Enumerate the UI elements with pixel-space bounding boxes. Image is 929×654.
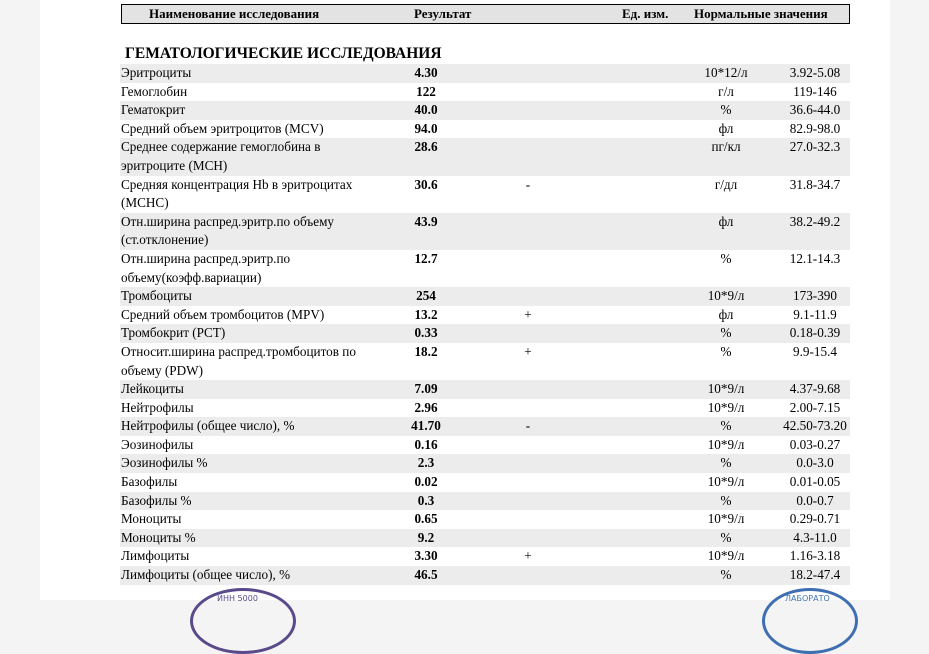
table-row bbox=[120, 64, 850, 83]
row-name: Лимфоциты bbox=[121, 548, 190, 564]
row-unit: фл bbox=[718, 213, 734, 229]
table-row bbox=[120, 380, 850, 399]
row-norm: 0.0-0.7 bbox=[796, 492, 834, 508]
row-result: 9.2 bbox=[417, 529, 435, 545]
row-name: Эозинофилы % bbox=[121, 455, 208, 471]
row-norm: 1.16-3.18 bbox=[789, 548, 841, 564]
row-unit: % bbox=[720, 343, 732, 359]
row-unit: % bbox=[720, 455, 732, 471]
row-norm: 82.9-98.0 bbox=[789, 120, 841, 136]
row-result: 2.96 bbox=[414, 399, 438, 415]
row-norm: 2.00-7.15 bbox=[789, 399, 841, 415]
row-norm: 0.18-0.39 bbox=[789, 325, 841, 341]
row-norm: 0.03-0.27 bbox=[789, 436, 841, 452]
row-result: 0.16 bbox=[414, 436, 438, 452]
row-name: Базофилы % bbox=[121, 492, 192, 508]
row-unit: % bbox=[720, 102, 732, 118]
row-result: 0.65 bbox=[414, 511, 438, 527]
row-result: 43.9 bbox=[414, 213, 438, 229]
row-norm: 119-146 bbox=[793, 83, 837, 99]
row-flag: + bbox=[524, 343, 532, 359]
row-unit: 10*9/л bbox=[707, 548, 745, 564]
row-norm: 0.29-0.71 bbox=[789, 511, 841, 527]
row-unit: г/л bbox=[718, 83, 734, 99]
stamp-left-text: ИНН 5000 bbox=[217, 594, 258, 603]
row-unit: 10*12/л bbox=[704, 65, 748, 80]
row-name: Нейтрофилы bbox=[121, 399, 194, 415]
row-name: Эозинофилы bbox=[121, 436, 194, 452]
row-result: 12.7 bbox=[414, 250, 438, 266]
table-row bbox=[120, 399, 850, 418]
table-row bbox=[120, 83, 850, 102]
row-name: Эритроциты bbox=[121, 65, 192, 80]
table-row bbox=[120, 287, 850, 306]
row-result: 94.0 bbox=[414, 120, 438, 136]
section-title: ГЕМАТОЛОГИЧЕСКИЕ ИССЛЕДОВАНИЯ bbox=[125, 45, 442, 62]
stamp-right-text: ЛАБОРАТО bbox=[785, 594, 830, 603]
row-name: Отн.ширина распред.эритр.по объему(коэфф.вариации) bbox=[121, 250, 291, 285]
row-result: 0.02 bbox=[414, 474, 438, 490]
row-norm: 31.8-34.7 bbox=[789, 176, 841, 192]
row-norm: 27.0-32.3 bbox=[789, 139, 841, 155]
row-result: 3.30 bbox=[414, 548, 438, 564]
row-norm: 0.0-3.0 bbox=[796, 455, 834, 471]
row-name: Среднее содержание гемоглобина в эритроците (MCH) bbox=[121, 139, 321, 173]
row-result: 0.33 bbox=[414, 325, 438, 341]
row-flag: + bbox=[524, 306, 532, 322]
row-unit: г/дл bbox=[714, 176, 738, 192]
table-header bbox=[121, 4, 850, 24]
row-norm: 4.37-9.68 bbox=[789, 381, 841, 397]
header-result: Результат bbox=[414, 6, 472, 21]
row-result: 18.2 bbox=[414, 343, 438, 359]
row-norm: 12.1-14.3 bbox=[789, 250, 841, 266]
row-flag: - bbox=[525, 176, 531, 192]
stamp-seal-right bbox=[762, 588, 858, 654]
table-row bbox=[120, 324, 850, 343]
row-norm: 0.01-0.05 bbox=[789, 474, 841, 490]
row-name: Базофилы bbox=[121, 474, 178, 490]
row-unit: 10*9/л bbox=[707, 399, 745, 415]
row-unit: 10*9/л bbox=[707, 436, 745, 452]
row-name: Тромбоциты bbox=[121, 288, 192, 304]
row-unit: фл bbox=[718, 306, 734, 322]
table-row bbox=[120, 306, 850, 325]
row-unit: % bbox=[720, 529, 732, 545]
row-unit: 10*9/л bbox=[707, 511, 745, 527]
table-row bbox=[120, 510, 850, 529]
row-result: 7.09 bbox=[414, 381, 438, 397]
row-name: Лимфоциты (общее число), % bbox=[121, 567, 291, 583]
row-name: Отн.ширина распред.эритр.по объему (ст.отклонение) bbox=[121, 213, 335, 248]
row-unit: % bbox=[720, 492, 732, 508]
row-flag: - bbox=[525, 418, 531, 434]
table-row bbox=[120, 120, 850, 139]
table-row bbox=[120, 547, 850, 566]
row-name: Лейкоциты bbox=[121, 381, 184, 397]
row-unit: % bbox=[720, 418, 732, 434]
table-row bbox=[120, 176, 850, 213]
row-unit: % bbox=[720, 325, 732, 341]
row-name: Моноциты % bbox=[121, 529, 196, 545]
row-name: Гемоглобин bbox=[121, 83, 188, 99]
row-name: Относит.ширина распред.тромбоцитов по объему (PDW) bbox=[121, 343, 356, 378]
table-row bbox=[120, 492, 850, 511]
table-row bbox=[120, 101, 850, 120]
row-unit: 10*9/л bbox=[707, 288, 745, 304]
table-row bbox=[120, 529, 850, 548]
table-row bbox=[120, 454, 850, 473]
document-page bbox=[40, 0, 890, 603]
table-row bbox=[120, 138, 850, 175]
row-norm: 42.50-73.20 bbox=[783, 418, 847, 434]
table-row bbox=[120, 250, 850, 287]
row-norm: 36.6-44.0 bbox=[789, 102, 841, 118]
row-norm: 3.92-5.08 bbox=[789, 65, 841, 80]
row-name: Нейтрофилы (общее число), % bbox=[121, 418, 295, 434]
row-result: 46.5 bbox=[414, 567, 438, 583]
header-name: Наименование исследования bbox=[149, 6, 320, 21]
row-norm: 9.9-15.4 bbox=[793, 343, 837, 359]
row-norm: 38.2-49.2 bbox=[789, 213, 841, 229]
row-name: Средний объем эритроцитов (MCV) bbox=[121, 120, 324, 136]
table-row bbox=[120, 566, 850, 585]
row-norm: 18.2-47.4 bbox=[789, 567, 841, 583]
header-unit: Ед. изм. bbox=[622, 6, 669, 21]
row-result: 2.3 bbox=[417, 455, 435, 471]
results-table bbox=[120, 64, 850, 585]
table-row bbox=[120, 436, 850, 455]
row-unit: пг/кл bbox=[711, 139, 741, 155]
row-result: 4.30 bbox=[414, 65, 438, 80]
row-name: Средний объем тромбоцитов (MPV) bbox=[121, 306, 325, 322]
table-row bbox=[120, 343, 850, 380]
row-unit: % bbox=[720, 567, 732, 583]
row-result: 28.6 bbox=[414, 139, 438, 155]
row-norm: 9.1-11.9 bbox=[793, 306, 837, 322]
row-unit: 10*9/л bbox=[707, 474, 745, 490]
row-name: Средняя концентрация Hb в эритроцитах (MCHC) bbox=[121, 176, 353, 211]
row-result: 122 bbox=[416, 83, 436, 99]
row-unit: 10*9/л bbox=[707, 381, 745, 397]
row-name: Гематокрит bbox=[121, 102, 186, 118]
table-row bbox=[120, 213, 850, 250]
row-name: Тромбокрит (PCT) bbox=[121, 325, 226, 341]
stamp-seal-left bbox=[190, 588, 296, 654]
table-row bbox=[120, 417, 850, 436]
row-result: 30.6 bbox=[414, 176, 438, 192]
row-unit: % bbox=[720, 250, 732, 266]
row-flag: + bbox=[524, 548, 532, 564]
row-result: 0.3 bbox=[417, 492, 435, 508]
row-unit: фл bbox=[718, 120, 734, 136]
row-result: 40.0 bbox=[414, 102, 438, 118]
row-norm: 173-390 bbox=[793, 288, 837, 304]
row-result: 41.70 bbox=[411, 418, 441, 434]
header-norm: Нормальные значения bbox=[694, 6, 828, 21]
row-name: Моноциты bbox=[121, 511, 182, 527]
row-result: 13.2 bbox=[414, 306, 438, 322]
row-norm: 4.3-11.0 bbox=[793, 529, 837, 545]
table-row bbox=[120, 473, 850, 492]
row-result: 254 bbox=[416, 288, 436, 304]
